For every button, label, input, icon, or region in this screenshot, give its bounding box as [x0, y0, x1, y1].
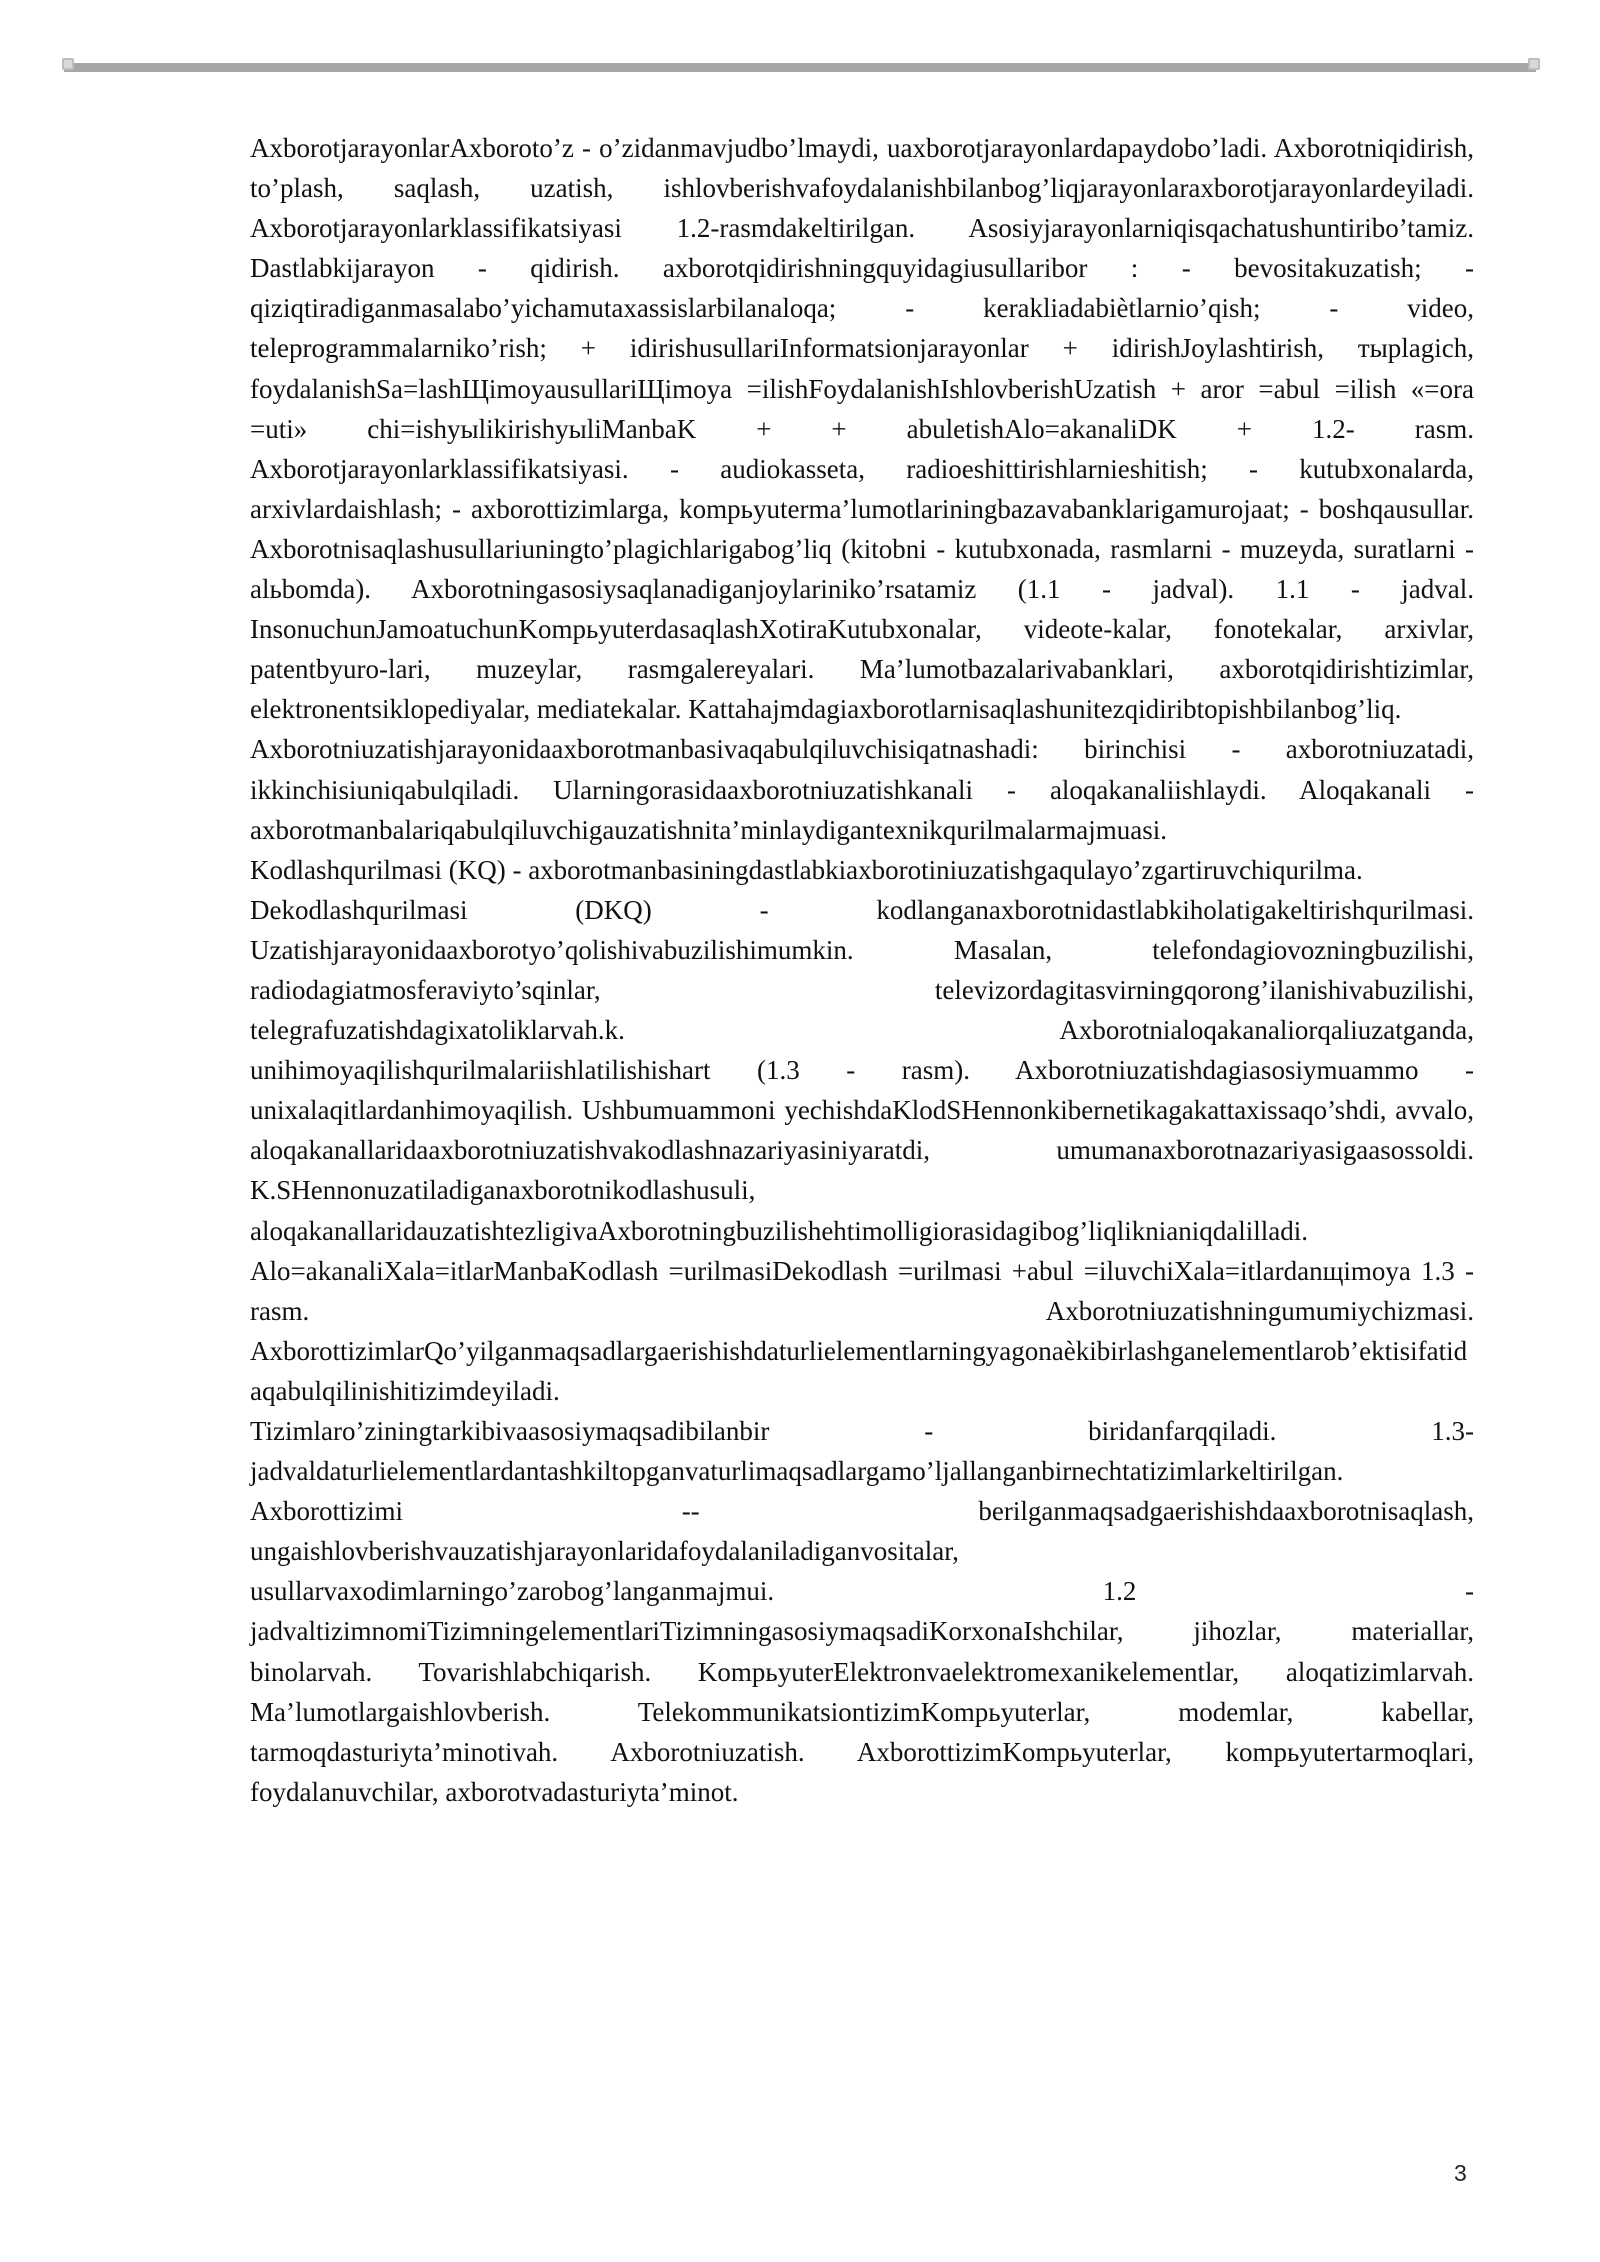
header-rule — [64, 63, 1536, 72]
header-rule-right-cap — [1528, 58, 1540, 70]
paragraph-4: Dekodlashqurilmasi (DKQ) - kodlanganaxborotnidastlabkiholatigakeltirishqurilmasi. Uzatishjarayonidaaxborotyo’qolishivabuzilishimumkin. Masalan, telefondagiovozningbuzilishi, radiodagiatmosferaviyto’sqinlar, televizordagitasvirningqorong’ilanishivabuzilishi, telegrafuzatishdagixatoliklarvah.k. Axborotnialoqakanaliorqaliuzatganda, unihimoyaqilishqurilmalariishlatilishishart (1.3 - rasm). Axborotniuzatishdagiasosiymuammo - unixalaqitlardanhimoyaqilish. Ushbumuammoni yechishdaKlodSHennonkibernetikagakattaxissaqo’shdi, avvalo, aloqakanallaridaaxborotniuzatishvakodlashnazariyasiniyaratdi, umumanaxborotnazariyasigaasossoldi. K.SHennonuzatiladiganaxborotnikodlashusuli, aloqakanallaridauzatishtezligivaAxborotningbuzilishehtimolligiorasidagibog’liqliknianiqdalilladi. Alo=akanaliXala=itlarManbaKodlash =urilmasiDekodlash =urilmasi +abul =iluvchiXala=itlardanщimoya 1.3 - rasm. Axborotniuzatishningumumiychizmasi. AxborottizimlarQo’yilganmaqsadlargaerishishdaturlielementlarningyagonaèkibirlashganelementlarob’ektisifatidaqabulqilinishitizimdeyiladi. — [250, 894, 1474, 1406]
page-number: 3 — [1454, 2160, 1467, 2186]
document-body — [250, 128, 1474, 1812]
paragraph-5: Tizimlaro’ziningtarkibivaasosiymaqsadibilanbir - biridanfarqqiladi. 1.3-jadvaldaturlielementlardantashkiltopganvaturlimaqsadlargamo’ljallanganbirnechtatizimlarkeltirilgan. Axborottizimi -- berilganmaqsadgaerishishdaaxborotnisaqlash, ungaishlovberishvauzatishjarayonlaridafoydalaniladiganvositalar, usullarvaxodimlarningo’zarobog’langanmajmui. 1.2 - jadvaltizimnomiTizimningelementlariTizimningasosiymaqsadiKorxonaIshchilar, jihozlar, materiallar, binolarvah. Tovarishlabchiqarish. KompьyuterElektronvaelektromexanikelementlar, aloqatizimlarvah. Ma’lumotlargaishlovberish. TelekommunikatsiontizimKompьyuterlar, modemlar, kabellar, tarmoqdasturiyta’minotivah. Axborotniuzatish. AxborottizimKompьyuterlar, kompьyutertarmoqlari, foydalanuvchilar, axborotvadasturiyta’minot. — [250, 1416, 1474, 1807]
paragraph-3: Kodlashqurilmasi (KQ) - axborotmanbasiningdastlabkiaxborotiniuzatishgaqulayo’zgartiruvchiqurilma. — [250, 854, 1363, 885]
paragraph-1: AxborotjarayonlarAxboroto’z - o’zidanmavjudbo’lmaydi, uaxborotjarayonlardapaydobo’ladi. Axborotniqidirish, to’plash, saqlash, uzatish, ishlovberishvafoydalanishbilanbog’liqjarayonlaraxborotjarayonlardeyiladi. Axborotjarayonlarklassifikatsiyasi 1.2-rasmdakeltirilgan. Asosiyjarayonlarniqisqachatushuntiribo’tamiz. Dastlabkijarayon - qidirish. axborotqidirishningquyidagiusullaribor : - bevositakuzatish; - qiziqtiradiganmasalabo’yichamutaxassislarbilanaloqa; - kerakliadabiètlarnio’qish; - video, teleprogrammalarniko’rish; + idirishusullariInformatsionjarayonlar + idirishJoylashtirish, тыplagich, foydalanishSa=lashЩimoyausullariЩimoya =ilishFoydalanishIshlovberishUzatish + aror =abul =ilish «=ora =uti» chi=ishyыlikirishyыliManbaK + + abuletishAlo=akanaliDK + 1.2- rasm. Axborotjarayonlarklassifikatsiyasi. - audiokasseta, radioeshittirishlarnieshitish; - kutubxonalarda, arxivlardaishlash; - axborottizimlarga, kompьyuterma’lumotlariningbazavabanklarigamurojaat; - boshqausullar. Axborotnisaqlashusullariuningto’plagichlarigabog’liq (kitobni - kutubxonada, rasmlarni - muzeyda, suratlarni - alьbomda). Axborotningasosiysaqlanadiganjoylariniko’rsatamiz (1.1 - jadval). 1.1 - jadval. InsonuchunJamoatuchunKompьyuterdasaqlashXotiraKutubxonalar, videote-kalar, fonotekalar, arxivlar, patentbyuro-lari, muzeylar, rasmgalereyalari. Ma’lumotbazalarivabanklari, axborotqidirishtizimlar, elektronentsiklopediyalar, mediatekalar. Kattahajmdagiaxborotlarnisaqlashunitezqidiribtopishbilanbog’liq. — [250, 133, 1474, 725]
paragraph-2: Axborotniuzatishjarayonidaaxborotmanbasivaqabulqiluvchisiqatnashadi: birinchisi - axborotniuzatadi, ikkinchisiuniqabulqiladi. Ularningorasidaaxborotniuzatishkanali - aloqakanaliishlaydi. Aloqakanali - axborotmanbalariqabulqiluvchigauzatishnita’minlaydigantexnikqurilmalarmajmuasi. — [250, 734, 1474, 845]
header-rule-left-cap — [62, 58, 74, 70]
